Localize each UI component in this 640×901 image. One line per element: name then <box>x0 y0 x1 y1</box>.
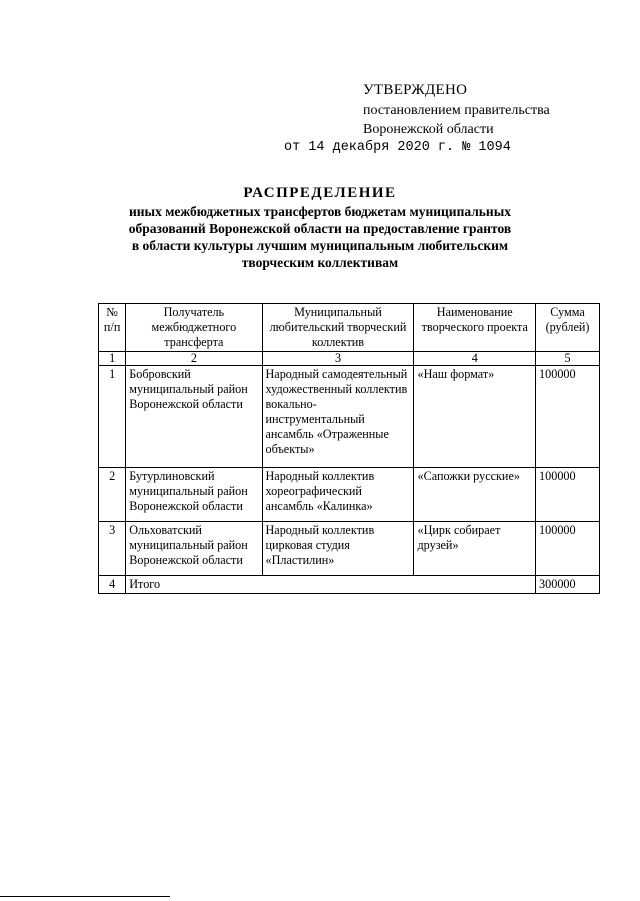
project-cell: «Цирк собирает друзей» <box>414 522 536 576</box>
table-row <box>99 468 600 522</box>
title-line-3: в области культуры лучшим муниципальным любительским <box>131 238 509 253</box>
title-line-4: творческим коллективам <box>241 255 399 270</box>
header-project: Наименование творческого проекта <box>414 304 536 352</box>
total-row <box>99 576 600 594</box>
approval-heading: УТВЕРЖДЕНО <box>363 82 468 98</box>
recipient-cell: Бутурлиновский муниципальный район Воронежской области <box>126 468 262 522</box>
header-collective: Муниципальный любительский творческий коллектив <box>262 304 414 352</box>
collective-cell: Народный самодеятельный художественный коллектив вокально-инструментальный ансамбль «Отраженные объекты» <box>262 366 414 468</box>
recipient-cell: Ольховатский муниципальный район Воронежской области <box>126 522 262 576</box>
column-number: 2 <box>126 352 262 366</box>
title-main: РАСПРЕДЕЛЕНИЕ <box>243 185 397 201</box>
grants-table <box>98 303 600 594</box>
sum-cell: 100000 <box>536 468 600 522</box>
collective-cell: Народный коллектив хореографический ансамбль «Калинка» <box>262 468 414 522</box>
approval-line-2: Воронежской области <box>363 122 494 137</box>
sum-cell: 100000 <box>536 366 600 468</box>
decree-reference: от 14 декабря 2020 г. № 1094 <box>284 140 511 155</box>
total-label: Итого <box>126 576 536 594</box>
column-number: 1 <box>99 352 126 366</box>
row-number: 2 <box>99 468 126 522</box>
row-number: 1 <box>99 366 126 468</box>
footer-rule <box>0 896 170 897</box>
total-sum: 300000 <box>536 576 600 594</box>
approval-block <box>363 81 550 140</box>
column-number: 4 <box>414 352 536 366</box>
table-header-row <box>99 304 600 352</box>
document-title <box>100 183 540 271</box>
sum-cell: 100000 <box>536 522 600 576</box>
title-line-1: иных межбюджетных трансфертов бюджетам муниципальных <box>129 204 511 219</box>
title-line-2: образований Воронежской области на предоставление грантов <box>128 221 512 236</box>
table-row <box>99 522 600 576</box>
table-row <box>99 366 600 468</box>
column-number: 5 <box>536 352 600 366</box>
project-cell: «Сапожки русские» <box>414 468 536 522</box>
column-number-row <box>99 352 600 366</box>
header-sum: Сумма (рублей) <box>536 304 600 352</box>
recipient-cell: Бобровский муниципальный район Воронежской области <box>126 366 262 468</box>
collective-cell: Народный коллектив цирковая студия «Пластилин» <box>262 522 414 576</box>
column-number: 3 <box>262 352 414 366</box>
row-number: 4 <box>99 576 126 594</box>
header-number: № п/п <box>99 304 126 352</box>
row-number: 3 <box>99 522 126 576</box>
header-recipient: Получатель межбюджетного трансферта <box>126 304 262 352</box>
approval-line-1: постановлением правительства <box>363 102 550 118</box>
project-cell: «Наш формат» <box>414 366 536 468</box>
